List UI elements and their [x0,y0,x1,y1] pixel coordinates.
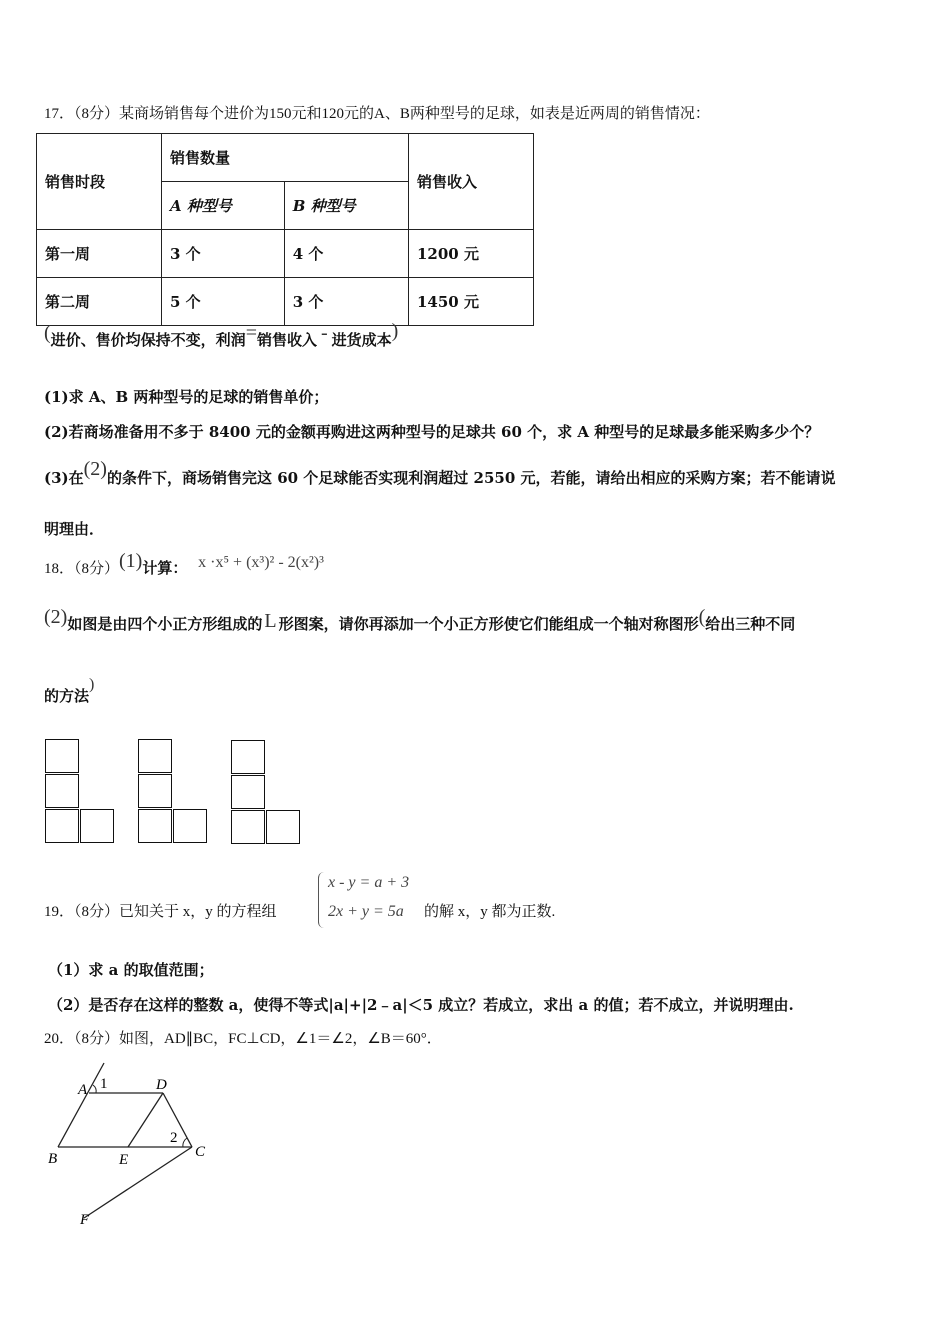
q18-part2-d: 的方法 [44,687,90,705]
grid-square [138,809,172,843]
geometry-figure [40,1060,230,1235]
grid-square [231,810,265,844]
grid-square [80,809,114,843]
note-minus: - [320,322,328,344]
table-cell-a: 5 个 [162,278,285,326]
segment-DC [163,1093,192,1147]
grid-square [231,740,265,774]
q17-part3-a: (3)在 [44,469,84,487]
label-D: D [156,1077,167,1093]
label-F: F [80,1212,90,1228]
q17-part3-c: 明理由． [44,520,105,538]
grid-square [138,739,172,773]
q18-part2-c: 给出三种不同 [705,615,796,633]
q17-part3-b: 的条件下，商场销售完这 60 个足球能否实现利润超过 2550 元，若能，请给出相应的采购方案；若不能请说 [106,469,836,487]
q18-part2-line2 [44,676,95,706]
profit-note [44,320,399,351]
equation-1: x - y = a + 3 [328,874,410,891]
q19-part2: （2）是否存在这样的整数 a，使得不等式|a|+|2﹣a|＜5 成立？若成立，求出 a 的值；若不成立，并说明理由. [48,996,794,1014]
segment-AB [58,1063,104,1147]
q17-part3-ref: (2) [83,458,107,480]
q18-part1-num: (1) [119,550,143,572]
sales-table [36,133,534,326]
table-header-quantity: 销售数量 [162,134,409,182]
note-paren-open: ( [44,322,51,344]
table-cell-income: 1200 元 [409,230,534,278]
q18-line1 [44,550,324,579]
grid-square [266,810,300,844]
q17-part1: (1)求 A、B 两种型号的足球的销售单价； [44,388,329,406]
q18-part2-b: 形图案，请你再添加一个小正方形使它们能组成一个轴对称图形 [278,615,699,633]
grid-square [45,809,79,843]
q18-part2-paren: ( [698,606,706,628]
note-equals: = [245,322,257,344]
label-A: A [78,1082,88,1098]
q17-header: 17．（8分）某商场销售每个进价为150元和120元的A、B两种型号的足球，如表是近两周的销售情况： [44,106,710,122]
angle-2-arc [183,1138,187,1147]
q19-header: 19．（8分）已知关于 x，y 的方程组 [44,904,277,920]
label-C: C [195,1144,206,1160]
label-angle-2: 2 [170,1130,178,1146]
q18-part2-L: L [264,610,277,632]
table-cell-b: 4 个 [284,230,408,278]
grid-square [231,775,265,809]
q17-part3 [44,458,836,489]
q18-part2-a: 如图是由四个小正方形组成的 [67,615,263,633]
table-row [37,230,534,278]
note-text-b: 销售收入 [256,331,317,349]
grid-square [45,774,79,808]
label-angle-1: 1 [100,1076,108,1092]
note-text-c: 进货成本 [331,331,392,349]
table-header-type-a: A 种型号 [162,182,285,230]
q18-part2-paren-close: ) [89,676,95,693]
table-cell-period: 第一周 [37,230,162,278]
note-paren-close: ) [391,320,399,342]
q19-part1: （1）求 a 的取值范围； [48,961,214,979]
table-cell-a: 3 个 [162,230,285,278]
grid-square [45,739,79,773]
grid-square [173,809,207,843]
label-B: B [48,1151,58,1167]
q18-header: 18．（8分） [44,561,120,577]
table-cell-period: 第二周 [37,278,162,326]
segment-CF [84,1147,192,1218]
equation-brace [318,872,327,928]
table-header-type-b: B 种型号 [284,182,408,230]
q17-part2: (2)若商场准备用不多于 8400 元的金额再购进这两种型号的足球共 60 个，求 A 种型号的足球最多能采购多少个？ [44,423,820,441]
q20-header: 20．（8分）如图，AD∥BC，FC⊥CD，∠1＝∠2，∠B＝60°． [44,1031,442,1047]
note-text-a: 进价、售价均保持不变，利润 [50,331,246,349]
grid-square [138,774,172,808]
angle-1-arc [93,1085,96,1093]
label-E: E [119,1152,129,1168]
q19-header-line [44,900,277,921]
q19-tail: 的解 x，y 都为正数. [424,904,556,920]
table-header-income: 销售收入 [409,134,534,230]
q18-part1-expr: x ·x⁵ + (x³)² - 2(x²)³ [198,554,324,571]
segment-DE [128,1093,163,1147]
table-cell-income: 1450 元 [409,278,534,326]
table-cell-b: 3 个 [284,278,408,326]
table-header-period: 销售时段 [37,134,162,230]
q18-part1-label: 计算： [142,559,188,577]
table-row [37,278,534,326]
equation-2: 2x + y = 5a [328,903,404,920]
q18-part2-line [44,606,796,635]
q18-part2-num: (2) [44,606,68,628]
